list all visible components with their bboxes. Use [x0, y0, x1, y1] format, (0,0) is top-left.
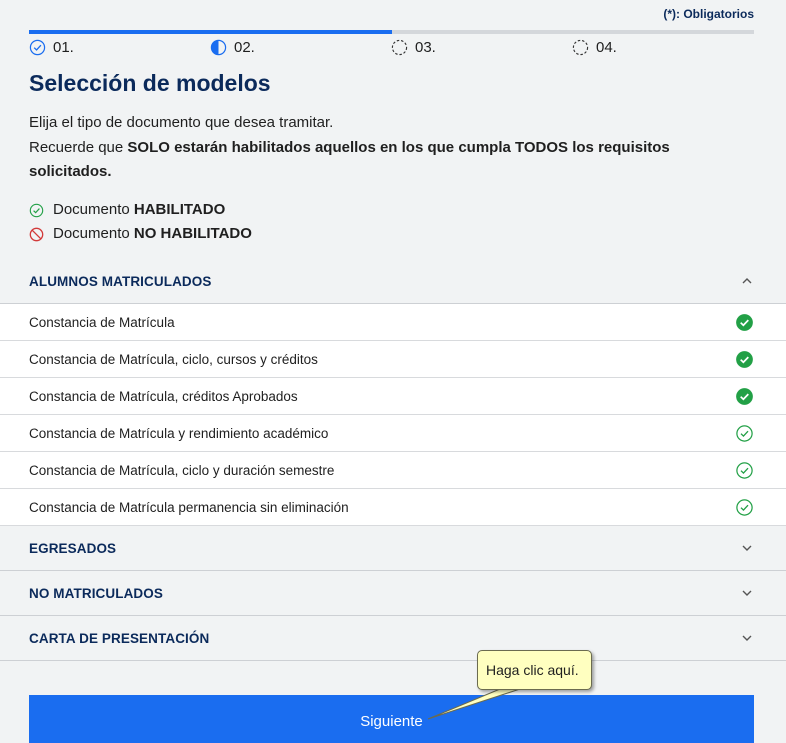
- page-title: Selección de modelos: [29, 70, 271, 96]
- legend-disabled-prefix: Documento: [53, 225, 134, 242]
- section-carta-presentacion-header[interactable]: [0, 616, 786, 661]
- step-2-label: 02.: [234, 39, 255, 56]
- progress-bar-fill: [29, 30, 392, 34]
- intro-line-2-bold: SOLO estarán habilitados aquellos en los que cumpla TODOS los requisitos solicitados.: [29, 138, 670, 180]
- document-option-label: Constancia de Matrícula permanencia sin eliminación: [29, 499, 349, 515]
- step-4-label: 04.: [596, 39, 617, 56]
- section-alumnos-matriculados-header[interactable]: [0, 259, 786, 304]
- intro-line-2: [29, 136, 729, 185]
- prohibited-icon: [29, 227, 44, 242]
- legend-disabled: [29, 222, 252, 246]
- check-circle-filled-icon: [735, 350, 754, 369]
- check-circle-outline-icon: [29, 203, 44, 218]
- section-title: ALUMNOS MATRICULADOS: [29, 273, 212, 289]
- document-option-label: Constancia de Matrícula y rendimiento académico: [29, 425, 329, 441]
- tooltip-text: Haga clic aquí.: [486, 662, 579, 678]
- check-circle-outline-icon: [735, 498, 754, 517]
- dashed-circle-icon: [572, 39, 589, 56]
- section-title: NO MATRICULADOS: [29, 585, 163, 601]
- document-option-label: Constancia de Matrícula, ciclo, cursos y créditos: [29, 351, 318, 367]
- chevron-down-icon: [740, 586, 754, 600]
- document-option[interactable]: [0, 341, 786, 378]
- document-option-label: Constancia de Matrícula, créditos Aprobados: [29, 388, 298, 404]
- check-circle-icon: [29, 39, 46, 56]
- progress-bar: [29, 30, 754, 34]
- step-4: [572, 39, 617, 56]
- section-title: CARTA DE PRESENTACIÓN: [29, 630, 210, 646]
- section-title: EGRESADOS: [29, 540, 117, 556]
- help-tooltip: [477, 650, 592, 690]
- status-legend: [29, 198, 252, 246]
- next-button[interactable]: Siguiente: [29, 695, 754, 743]
- legend-disabled-bold: NO HABILITADO: [133, 225, 252, 242]
- document-option[interactable]: [0, 304, 786, 341]
- legend-enabled-bold: HABILITADO: [133, 201, 226, 218]
- check-circle-filled-icon: [735, 387, 754, 406]
- step-1: [29, 39, 74, 56]
- document-type-accordion: [0, 259, 786, 661]
- check-circle-filled-icon: [735, 313, 754, 332]
- step-1-label: 01.: [53, 39, 74, 56]
- document-option-label: Constancia de Matrícula, ciclo y duración semestre: [29, 462, 335, 478]
- dashed-circle-icon: [391, 39, 408, 56]
- half-circle-icon: [210, 39, 227, 56]
- chevron-down-icon: [740, 541, 754, 555]
- chevron-down-icon: [740, 631, 754, 645]
- legend-enabled-text: [53, 198, 225, 222]
- legend-enabled-prefix: Documento: [53, 201, 134, 218]
- section-egresados-header[interactable]: [0, 526, 786, 571]
- legend-enabled: [29, 198, 252, 222]
- intro-line-1: Elija el tipo de documento que desea tramitar.: [29, 114, 334, 131]
- intro-line-2-prefix: Recuerde que: [29, 138, 128, 156]
- chevron-up-icon: [740, 274, 754, 288]
- document-option[interactable]: [0, 378, 786, 415]
- intro-text: [29, 111, 729, 185]
- section-no-matriculados-header[interactable]: [0, 571, 786, 616]
- document-option[interactable]: [0, 489, 786, 526]
- document-option[interactable]: [0, 415, 786, 452]
- step-2: [210, 39, 255, 56]
- step-3-label: 03.: [415, 39, 436, 56]
- check-circle-outline-icon: [735, 424, 754, 443]
- legend-disabled-text: [53, 222, 252, 246]
- document-option[interactable]: [0, 452, 786, 489]
- check-circle-outline-icon: [735, 461, 754, 480]
- document-option-label: Constancia de Matrícula: [29, 314, 175, 330]
- required-note: (*): Obligatorios: [663, 7, 754, 21]
- step-3: [391, 39, 436, 56]
